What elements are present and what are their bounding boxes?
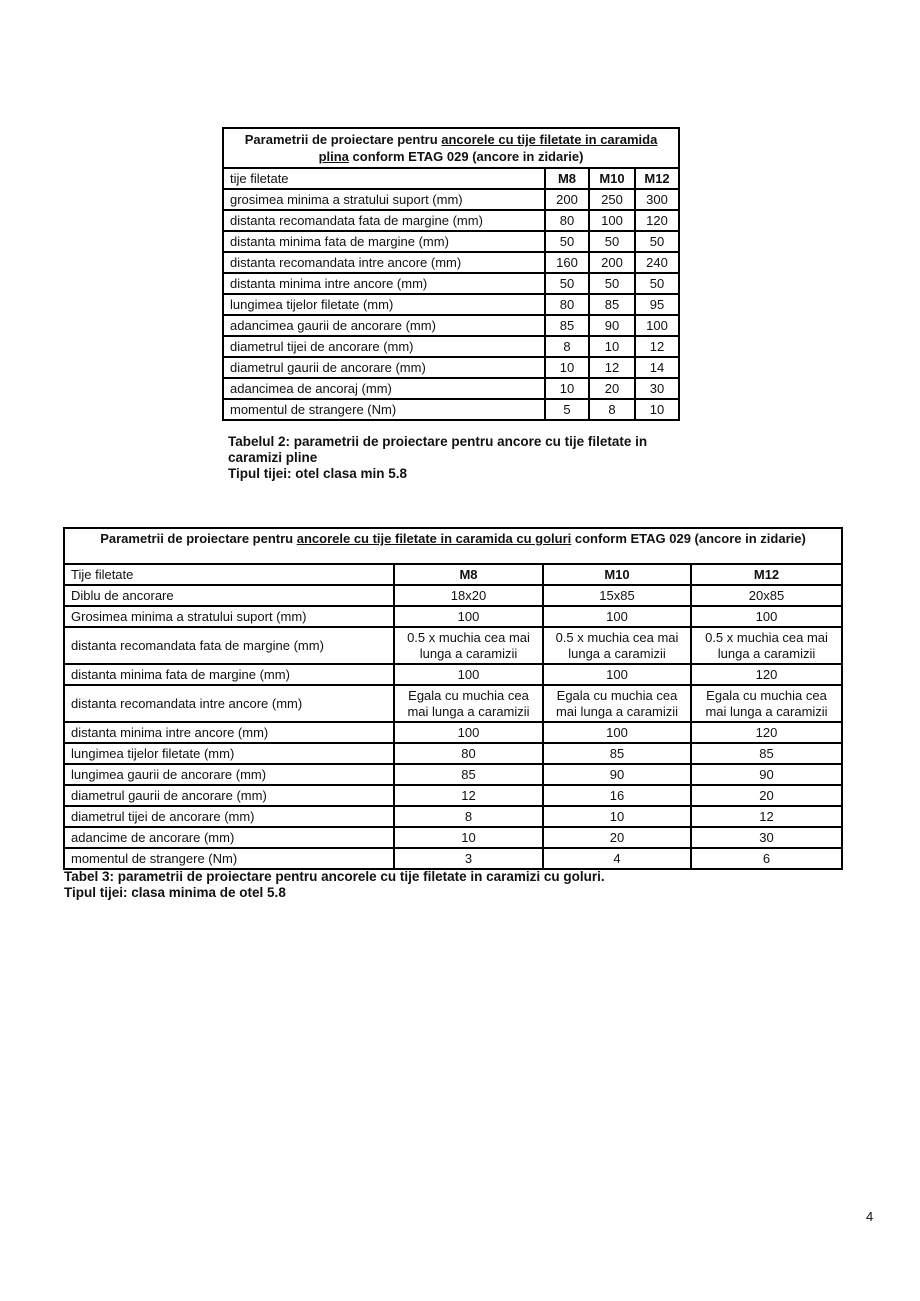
value-cell: 10: [589, 336, 635, 357]
value-cell: 5: [545, 399, 589, 420]
table-header-row: [223, 168, 679, 189]
value-cell: 50: [589, 273, 635, 294]
row-label: diametrul tijei de ancorare (mm): [223, 336, 545, 357]
value-cell: 12: [589, 357, 635, 378]
table-row: [64, 764, 842, 785]
value-cell: 10: [635, 399, 679, 420]
value-cell: 10: [394, 827, 543, 848]
value-cell: 85: [543, 743, 691, 764]
caption-line: Tabelul 2: parametrii de proiectare pentru ancore cu tije filetate in: [228, 434, 648, 449]
caption-line: Tipul tijei: clasa minima de otel 5.8: [64, 885, 286, 900]
column-header: M8: [394, 564, 543, 585]
value-cell: 85: [545, 315, 589, 336]
value-cell: 120: [635, 210, 679, 231]
row-label: lungimea tijelor filetate (mm): [64, 743, 394, 764]
column-header: M8: [545, 168, 589, 189]
value-cell: 20: [691, 785, 842, 806]
title-underlined-text: ancorele cu tije filetate in caramida cu goluri: [296, 531, 572, 546]
title-text: Parametrii de proiectare pentru: [244, 132, 442, 147]
row-label: adancimea de ancoraj (mm): [223, 378, 545, 399]
value-cell: 10: [545, 378, 589, 399]
row-label: diametrul tijei de ancorare (mm): [64, 806, 394, 827]
table-row: [64, 685, 842, 722]
value-cell: 30: [635, 378, 679, 399]
table-row: [223, 315, 679, 336]
value-cell: 100: [635, 315, 679, 336]
table-row: [64, 722, 842, 743]
value-cell: 100: [589, 210, 635, 231]
value-cell: Egala cu muchia cea mai lunga a caramizii: [691, 685, 842, 722]
value-cell: 100: [394, 664, 543, 685]
value-cell: 8: [545, 336, 589, 357]
value-cell: 100: [543, 664, 691, 685]
row-label: lungimea gaurii de ancorare (mm): [64, 764, 394, 785]
table-row: [64, 585, 842, 606]
row-label: diametrul gaurii de ancorare (mm): [64, 785, 394, 806]
value-cell: 50: [589, 231, 635, 252]
row-label: distanta recomandata fata de margine (mm): [223, 210, 545, 231]
value-cell: 80: [545, 294, 589, 315]
value-cell: 8: [589, 399, 635, 420]
value-cell: 100: [691, 606, 842, 627]
value-cell: 100: [543, 722, 691, 743]
table-hollow-brick-parameters: [63, 527, 843, 870]
caption-line: Tabel 3: parametrii de proiectare pentru ancorele cu tije filetate in caramizi cu goluri.: [64, 869, 605, 884]
table-row: [223, 357, 679, 378]
row-label: distanta recomandata intre ancore (mm): [64, 685, 394, 722]
table-row: [223, 189, 679, 210]
row-label: grosimea minima a stratului suport (mm): [223, 189, 545, 210]
title-underlined-text: plina: [318, 149, 349, 164]
row-label: distanta minima fata de margine (mm): [64, 664, 394, 685]
value-cell: 0.5 x muchia cea mai lunga a caramizii: [691, 627, 842, 664]
value-cell: 85: [394, 764, 543, 785]
column-header: M10: [543, 564, 691, 585]
value-cell: 80: [545, 210, 589, 231]
value-cell: 240: [635, 252, 679, 273]
row-label: Diblu de ancorare: [64, 585, 394, 606]
row-label: adancime de ancorare (mm): [64, 827, 394, 848]
value-cell: 14: [635, 357, 679, 378]
value-cell: 80: [394, 743, 543, 764]
value-cell: 120: [691, 664, 842, 685]
table-row: [223, 252, 679, 273]
value-cell: 250: [589, 189, 635, 210]
value-cell: 100: [543, 606, 691, 627]
value-cell: 0.5 x muchia cea mai lunga a caramizii: [394, 627, 543, 664]
value-cell: 12: [635, 336, 679, 357]
value-cell: 160: [545, 252, 589, 273]
table-title: [223, 128, 679, 168]
table-row: [223, 231, 679, 252]
value-cell: 50: [635, 231, 679, 252]
value-cell: 10: [545, 357, 589, 378]
column-header: tije filetate: [223, 168, 545, 189]
table-row: [64, 606, 842, 627]
table-row: [223, 378, 679, 399]
table-row: [223, 210, 679, 231]
table-row: [223, 336, 679, 357]
table-row: [64, 743, 842, 764]
table2-caption: [64, 869, 605, 901]
table-row: [64, 848, 842, 869]
value-cell: 85: [691, 743, 842, 764]
value-cell: 90: [543, 764, 691, 785]
caption-line: Tipul tijei: otel clasa min 5.8: [228, 466, 408, 481]
table-solid-brick-parameters: [222, 127, 680, 421]
value-cell: 6: [691, 848, 842, 869]
value-cell: 50: [635, 273, 679, 294]
table-row: [223, 399, 679, 420]
value-cell: 95: [635, 294, 679, 315]
value-cell: 10: [543, 806, 691, 827]
value-cell: Egala cu muchia cea mai lunga a caramizii: [543, 685, 691, 722]
value-cell: 100: [394, 722, 543, 743]
row-label: diametrul gaurii de ancorare (mm): [223, 357, 545, 378]
value-cell: 20x85: [691, 585, 842, 606]
row-label: distanta minima intre ancore (mm): [223, 273, 545, 294]
title-underlined-text: ancorele cu tije filetate in caramida: [441, 132, 658, 147]
table-title-line2: [228, 148, 674, 165]
column-header: M12: [635, 168, 679, 189]
table-row: [64, 627, 842, 664]
value-cell: 20: [543, 827, 691, 848]
row-label: Grosimea minima a stratului suport (mm): [64, 606, 394, 627]
value-cell: 20: [589, 378, 635, 399]
value-cell: 0.5 x muchia cea mai lunga a caramizii: [543, 627, 691, 664]
value-cell: 12: [691, 806, 842, 827]
row-label: distanta minima fata de margine (mm): [223, 231, 545, 252]
table1-caption: [228, 434, 647, 482]
value-cell: 300: [635, 189, 679, 210]
value-cell: 90: [691, 764, 842, 785]
value-cell: 15x85: [543, 585, 691, 606]
row-label: distanta minima intre ancore (mm): [64, 722, 394, 743]
table-row: [64, 827, 842, 848]
value-cell: 85: [589, 294, 635, 315]
value-cell: 8: [394, 806, 543, 827]
value-cell: 200: [589, 252, 635, 273]
value-cell: 30: [691, 827, 842, 848]
value-cell: 120: [691, 722, 842, 743]
table-title: [64, 528, 842, 564]
value-cell: 16: [543, 785, 691, 806]
row-label: momentul de strangere (Nm): [223, 399, 545, 420]
value-cell: 100: [394, 606, 543, 627]
title-text: Parametrii de proiectare pentru: [100, 531, 297, 546]
value-cell: 50: [545, 273, 589, 294]
table-title-line1: [228, 131, 674, 148]
table-row: [64, 664, 842, 685]
page-number: 4: [866, 1209, 874, 1224]
table-header-row: [64, 564, 842, 585]
value-cell: 3: [394, 848, 543, 869]
column-header: Tije filetate: [64, 564, 394, 585]
row-label: distanta recomandata fata de margine (mm): [64, 627, 394, 664]
table-row: [64, 785, 842, 806]
value-cell: Egala cu muchia cea mai lunga a caramizii: [394, 685, 543, 722]
column-header: M12: [691, 564, 842, 585]
value-cell: 200: [545, 189, 589, 210]
table-row: [223, 294, 679, 315]
row-label: adancimea gaurii de ancorare (mm): [223, 315, 545, 336]
value-cell: 90: [589, 315, 635, 336]
caption-line: caramizi pline: [228, 450, 318, 465]
table-title-row: [223, 128, 679, 168]
table-row: [223, 273, 679, 294]
row-label: lungimea tijelor filetate (mm): [223, 294, 545, 315]
table-row: [64, 806, 842, 827]
column-header: M10: [589, 168, 635, 189]
row-label: momentul de strangere (Nm): [64, 848, 394, 869]
value-cell: 50: [545, 231, 589, 252]
row-label: distanta recomandata intre ancore (mm): [223, 252, 545, 273]
table-title-row: [64, 528, 842, 564]
value-cell: 4: [543, 848, 691, 869]
title-text: conform ETAG 029 (ancore in zidarie): [571, 531, 806, 546]
title-text: conform ETAG 029 (ancore in zidarie): [348, 149, 584, 164]
value-cell: 12: [394, 785, 543, 806]
value-cell: 18x20: [394, 585, 543, 606]
